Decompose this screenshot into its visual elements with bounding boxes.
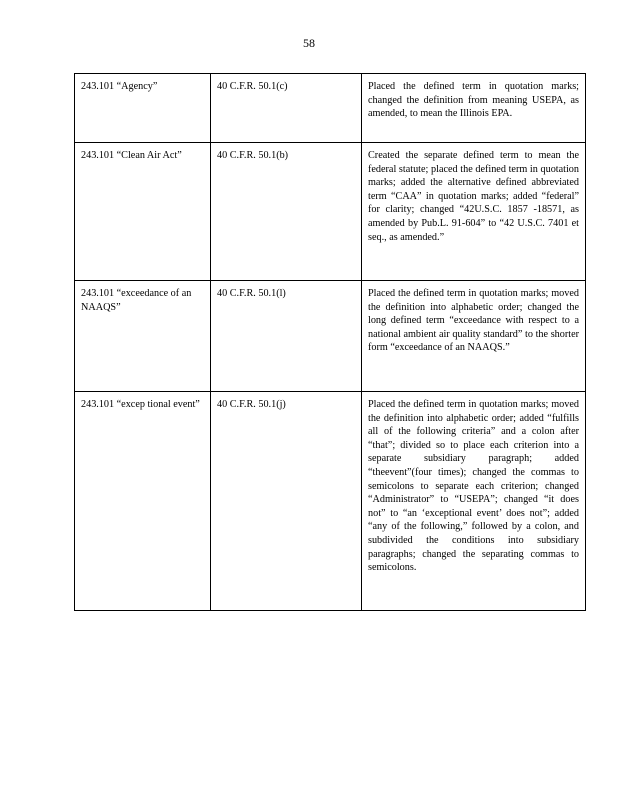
change-cell: Created the separate defined term to mean the federal statute; placed the defined term in quotation marks; added the alternative defined abbreviated term “CAA” in quotation marks; added “federal” for clarity; changed “42U.S.C. 1857 -18571, as amended by Pub.L. 91-604” to “42 U.S.C. 7401 et seq., as amended.” xyxy=(362,143,586,281)
change-cell: Placed the defined term in quotation marks; moved the definition into alphabetic order; changed the long defined term “exceedance with respect to a national ambient air quality standard” to the shorter form “exceedance of an NAAQS.” xyxy=(362,281,586,392)
section-cell: 243.101 “Agency” xyxy=(75,74,211,143)
change-cell: Placed the defined term in quotation marks; changed the definition from meaning USEPA, as amended, to mean the Illinois EPA. xyxy=(362,74,586,143)
page-number: 58 xyxy=(303,36,315,50)
amendments-table xyxy=(74,73,586,611)
section-cell: 243.101 “excep tional event” xyxy=(75,392,211,611)
source-cell: 40 C.F.R. 50.1(l) xyxy=(211,281,362,392)
table-row xyxy=(75,281,586,392)
source-cell: 40 C.F.R. 50.1(c) xyxy=(211,74,362,143)
table-row xyxy=(75,392,586,611)
section-cell: 243.101 “Clean Air Act” xyxy=(75,143,211,281)
table-row xyxy=(75,143,586,281)
change-cell: Placed the defined term in quotation marks; moved the definition into alphabetic order; added “fulfills all of the following criteria” and a colon after “that”; divided so to place each criterion into a separate subsidiary paragraph; added “theevent”(four times); changed the commas to semicolons to separate each criterion; changed “Administrator” to “USEPA”; changed “it does not” to “an ‘exceptional event’ does not”; added “any of the following,” followed by a colon, and subdivided the conditions into subsidiary paragraphs; changed the separating commas to semicolons. xyxy=(362,392,586,611)
source-cell: 40 C.F.R. 50.1(b) xyxy=(211,143,362,281)
source-cell: 40 C.F.R. 50.1(j) xyxy=(211,392,362,611)
table-row xyxy=(75,74,586,143)
section-cell: 243.101 “exceedance of an NAAQS” xyxy=(75,281,211,392)
